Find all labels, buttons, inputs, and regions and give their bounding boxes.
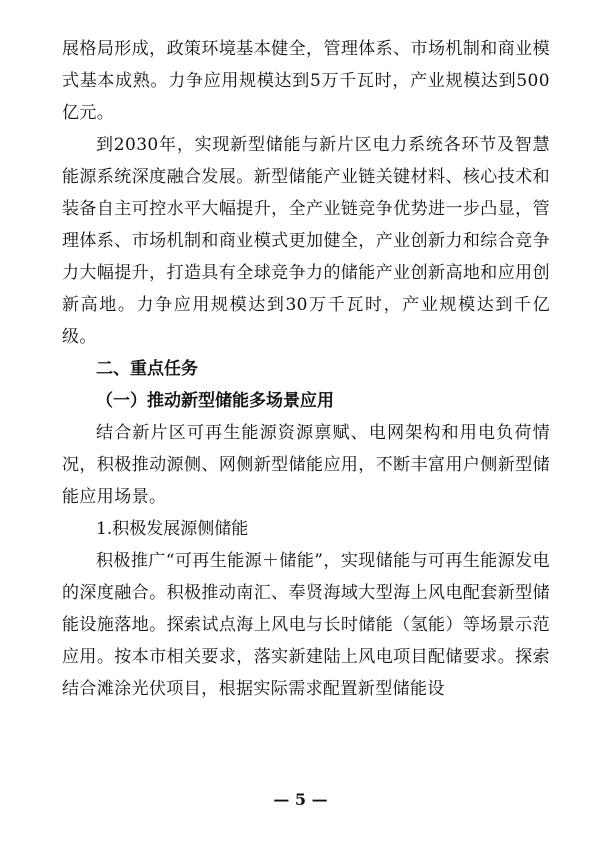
- paragraph-continued: 展格局形成，政策环境基本健全，管理体系、市场机制和商业模式基本成熟。力争应用规模达到5万千瓦时，产业规模达到500亿元。: [62, 39, 550, 123]
- subsection-heading-multi-scenario: （一）推动新型储能多场景应用: [96, 391, 334, 411]
- paragraph-source-side-details: 积极推广“可再生能源＋储能”，实现储能与可再生能源发电的深度融合。积极推动南汇、奉贤海域大型海上风电配套新型储能设施落地。探索试点海上风电与长时储能（氢能）等场景示范应用。按本市相关要求，落实新建陆上风电项目配储要求。探索结合滩涂光伏项目，根据实际需求配置新型储能设: [62, 551, 550, 699]
- document-body: [62, 33, 550, 705]
- item-heading-source-side-storage: 1.积极发展源侧储能: [96, 519, 249, 539]
- page-number: — 5 —: [273, 790, 328, 809]
- paragraph-2030-goals: 到2030年，实现新型储能与新片区电力系统各环节及智慧能源系统深度融合发展。新型储能产业链关键材料、核心技术和装备自主可控水平大幅提升，全产业链竞争优势进一步凸显，管理体系、市场机制和商业模式更加健全，产业创新力和综合竞争力大幅提升，打造具有全球竞争力的储能产业创新高地和应用创新高地。力争应用规模达到30万千瓦时，产业规模达到千亿级。: [62, 135, 550, 347]
- section-heading-key-tasks: 二、重点任务: [96, 359, 198, 379]
- paragraph-scenario-intro: 结合新片区可再生能源资源禀赋、电网架构和用电负荷情况，积极推动源侧、网侧新型储能应用，不断丰富用户侧新型储能应用场景。: [62, 423, 550, 507]
